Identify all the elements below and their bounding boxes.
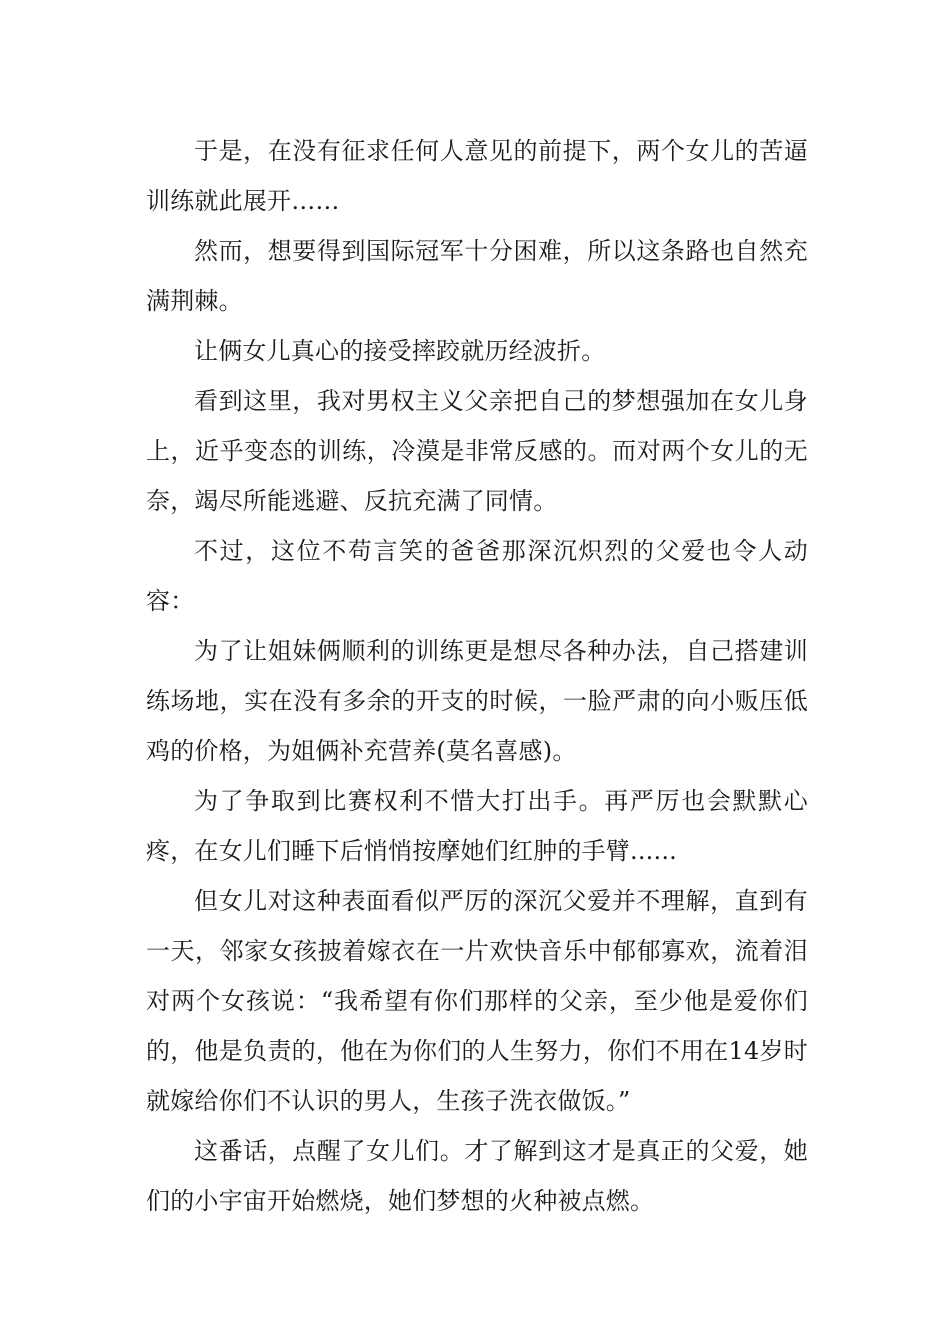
paragraph-7: 为了争取到比赛权利不惜大打出手。再严厉也会默默心疼，在女儿们睡下后悄悄按摩她们红肿的手臂......: [146, 787, 808, 865]
paragraph-3: 让俩女儿真心的接受摔跤就历经波折。: [194, 337, 606, 365]
paragraph-9: 这番话，点醒了女儿们。才了解到这才是真正的父爱，她们的小宇宙开始燃烧，她们梦想的火种被点燃。: [146, 1137, 808, 1215]
paragraph-1: 于是，在没有征求任何人意见的前提下，两个女儿的苦逼训练就此展开……: [146, 137, 808, 215]
paragraph-6: 为了让姐妹俩顺利的训练更是想尽各种办法，自己搭建训练场地，实在没有多余的开支的时候，一脸严肃的向小贩压低鸡的价格，为姐俩补充营养(莫名喜感)。: [146, 637, 808, 765]
document-body: [146, 126, 808, 1226]
paragraph-5: 不过，这位不苟言笑的爸爸那深沉炽烈的父爱也令人动容：: [146, 537, 808, 615]
paragraph-4: 看到这里，我对男权主义父亲把自己的梦想强加在女儿身上，近乎变态的训练，冷漠是非常反感的。而对两个女儿的无奈，竭尽所能逃避、反抗充满了同情。: [146, 387, 808, 515]
paragraph-2: 然而，想要得到国际冠军十分困难，所以这条路也自然充满荆棘。: [146, 237, 808, 315]
paragraph-8: 但女儿对这种表面看似严厉的深沉父爱并不理解，直到有一天，邻家女孩披着嫁衣在一片欢快音乐中郁郁寡欢，流着泪对两个女孩说：“我希望有你们那样的父亲，至少他是爱你们的，他是负责的，他在为你们的人生努力，你们不用在14岁时就嫁给你们不认识的男人，生孩子洗衣做饭。”: [146, 887, 808, 1115]
